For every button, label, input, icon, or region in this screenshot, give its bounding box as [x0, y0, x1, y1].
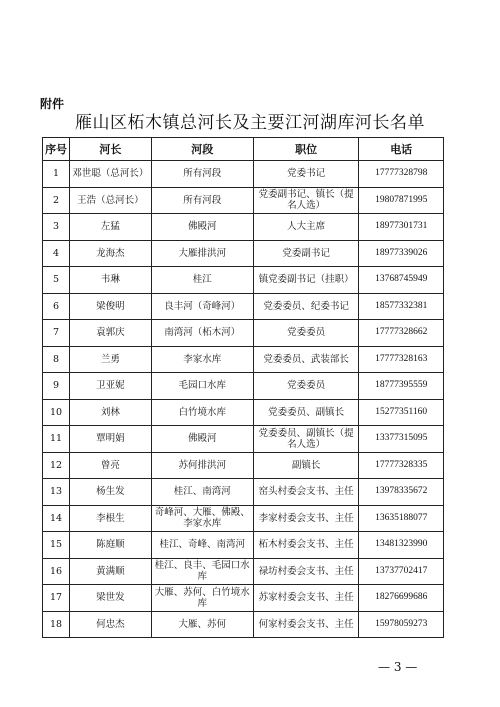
cell-river-section: 李家水库 [151, 346, 253, 373]
cell-number: 5 [43, 267, 70, 294]
cell-phone: 17777328662 [359, 320, 444, 347]
cell-river-chief: 邓世聪（总河长） [70, 161, 151, 188]
cell-river-section: 桂江、奇峰、南湾河 [151, 532, 253, 559]
cell-position: 何家村委会支书、主任 [253, 611, 358, 638]
cell-number: 9 [43, 373, 70, 400]
table-body [43, 161, 444, 638]
table-row [43, 214, 444, 241]
cell-river-section: 桂江、良丰、毛园口水库 [151, 558, 253, 585]
cell-river-chief: 左猛 [70, 214, 151, 241]
cell-phone: 18777395559 [359, 373, 444, 400]
cell-position: 党委书记 [253, 161, 358, 188]
cell-river-section: 佛殿河 [151, 426, 253, 453]
cell-phone: 17777328798 [359, 161, 444, 188]
cell-number: 14 [43, 505, 70, 532]
cell-position: 党委副书记 [253, 240, 358, 267]
table-row [43, 558, 444, 585]
river-chief-table [42, 137, 444, 638]
cell-river-chief: 龙海杰 [70, 240, 151, 267]
cell-position: 窑头村委会支书、主任 [253, 479, 358, 506]
cell-position: 人大主席 [253, 214, 358, 241]
cell-river-chief: 兰勇 [70, 346, 151, 373]
cell-position: 柘木村委会支书、主任 [253, 532, 358, 559]
cell-phone: 17777328163 [359, 346, 444, 373]
cell-phone: 15277351160 [359, 399, 444, 426]
cell-river-section: 所有河段 [151, 161, 253, 188]
cell-river-chief: 袁郭庆 [70, 320, 151, 347]
cell-phone: 19807871995 [359, 187, 444, 214]
cell-river-chief: 何忠杰 [70, 611, 151, 638]
table-header-row [43, 138, 444, 161]
attachment-label: 附件 [40, 97, 65, 111]
table-row [43, 426, 444, 453]
cell-number: 6 [43, 293, 70, 320]
table-row [43, 240, 444, 267]
cell-phone: 13978335672 [359, 479, 444, 506]
cell-position: 副镇长 [253, 452, 358, 479]
cell-phone: 13481323990 [359, 532, 444, 559]
cell-phone: 18977339026 [359, 240, 444, 267]
cell-number: 4 [43, 240, 70, 267]
cell-position: 李家村委会支书、主任 [253, 505, 358, 532]
table-row [43, 161, 444, 188]
cell-position: 党委委员、副镇长（提名人选） [253, 426, 358, 453]
cell-river-chief: 曾亮 [70, 452, 151, 479]
table-row [43, 532, 444, 559]
cell-number: 11 [43, 426, 70, 453]
cell-phone: 13768745949 [359, 267, 444, 294]
header-river-chief: 河长 [70, 138, 151, 161]
cell-phone: 18577332381 [359, 293, 444, 320]
cell-position: 党委副书记、镇长（提名人选） [253, 187, 358, 214]
cell-river-chief: 杨生发 [70, 479, 151, 506]
cell-phone: 15978059273 [359, 611, 444, 638]
table-row [43, 479, 444, 506]
cell-river-section: 桂江、南湾河 [151, 479, 253, 506]
cell-position: 党委委员、副镇长 [253, 399, 358, 426]
document-title: 雁山区柘木镇总河长及主要江河湖库河长名单 [75, 113, 425, 133]
cell-river-chief: 陈庭顺 [70, 532, 151, 559]
cell-phone: 17777328335 [359, 452, 444, 479]
cell-number: 16 [43, 558, 70, 585]
cell-position: 禄坊村委会支书、主任 [253, 558, 358, 585]
cell-river-section: 桂江 [151, 267, 253, 294]
table-row [43, 267, 444, 294]
cell-river-section: 良丰河（奇峰河） [151, 293, 253, 320]
cell-position: 党委委员、武装部长 [253, 346, 358, 373]
cell-river-chief: 韦琳 [70, 267, 151, 294]
header-number: 序号 [43, 138, 70, 161]
page-number: — 3 — [378, 660, 418, 674]
cell-river-section: 苏何排洪河 [151, 452, 253, 479]
cell-phone: 13377315095 [359, 426, 444, 453]
cell-number: 15 [43, 532, 70, 559]
cell-river-section: 佛殿河 [151, 214, 253, 241]
cell-river-chief: 黄满顺 [70, 558, 151, 585]
cell-number: 18 [43, 611, 70, 638]
cell-number: 3 [43, 214, 70, 241]
cell-phone: 18276699686 [359, 585, 444, 612]
cell-phone: 18977301731 [359, 214, 444, 241]
header-river-section: 河段 [151, 138, 253, 161]
cell-number: 8 [43, 346, 70, 373]
cell-position: 苏家村委会支书、主任 [253, 585, 358, 612]
header-position: 职位 [253, 138, 358, 161]
cell-position: 党委委员 [253, 320, 358, 347]
table-row [43, 452, 444, 479]
cell-river-section: 毛园口水库 [151, 373, 253, 400]
table-row [43, 611, 444, 638]
cell-position: 镇党委副书记（挂职） [253, 267, 358, 294]
cell-phone: 13737702417 [359, 558, 444, 585]
table-row [43, 373, 444, 400]
cell-river-section: 大雁、苏何 [151, 611, 253, 638]
cell-number: 7 [43, 320, 70, 347]
cell-river-section: 大雁排洪河 [151, 240, 253, 267]
cell-number: 12 [43, 452, 70, 479]
header-phone: 电话 [359, 138, 444, 161]
cell-river-section: 奇峰河、大雁、佛殿、李家水库 [151, 505, 253, 532]
cell-position: 党委委员 [253, 373, 358, 400]
table-row [43, 505, 444, 532]
cell-river-chief: 覃明娟 [70, 426, 151, 453]
cell-number: 17 [43, 585, 70, 612]
table-row [43, 585, 444, 612]
cell-phone: 13635188077 [359, 505, 444, 532]
cell-river-section: 所有河段 [151, 187, 253, 214]
cell-river-chief: 王浩（总河长） [70, 187, 151, 214]
table-row [43, 346, 444, 373]
cell-number: 10 [43, 399, 70, 426]
cell-river-chief: 李根生 [70, 505, 151, 532]
table-row [43, 293, 444, 320]
table-row [43, 187, 444, 214]
table-row [43, 320, 444, 347]
cell-river-chief: 梁俊明 [70, 293, 151, 320]
cell-river-chief: 梁世发 [70, 585, 151, 612]
cell-river-chief: 卫亚妮 [70, 373, 151, 400]
cell-number: 13 [43, 479, 70, 506]
cell-river-section: 大雁、苏何、白竹境水库 [151, 585, 253, 612]
cell-river-section: 白竹境水库 [151, 399, 253, 426]
cell-number: 1 [43, 161, 70, 188]
cell-number: 2 [43, 187, 70, 214]
table-row [43, 399, 444, 426]
cell-river-chief: 刘林 [70, 399, 151, 426]
cell-position: 党委委员、纪委书记 [253, 293, 358, 320]
cell-river-section: 南湾河（柘木河） [151, 320, 253, 347]
